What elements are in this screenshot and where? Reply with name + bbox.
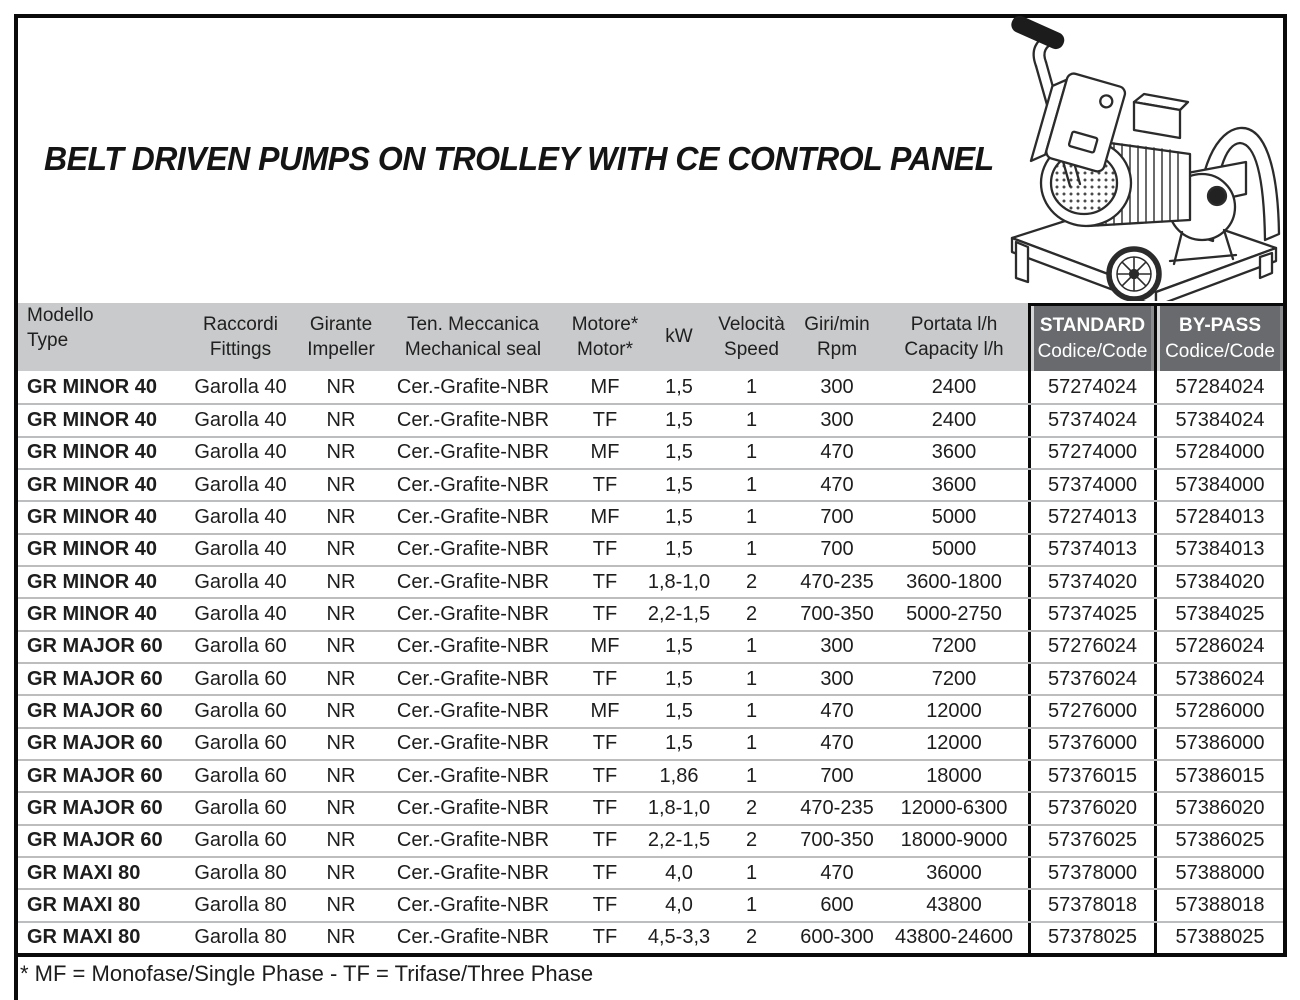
cell-motor: TF (592, 538, 618, 561)
cell-rpm: 470 (820, 441, 854, 464)
cell-standard-code: 57274013 (1028, 502, 1154, 532)
cell-rpm: 470 (820, 699, 854, 722)
cell-seal: Cer.-Grafite-NBR (396, 699, 550, 722)
table-header-row (18, 303, 1283, 371)
cell-motor: TF (592, 473, 618, 496)
cell-kw: 1,5 (665, 667, 693, 690)
cell-kw: 1,5 (665, 441, 693, 464)
cell-bypass-code: 57386000 (1154, 729, 1283, 759)
cell-kw: 1,5 (665, 505, 693, 528)
cell-bypass-code: 57386020 (1154, 793, 1283, 823)
table-row (18, 371, 1283, 403)
cell-seal: Cer.-Grafite-NBR (396, 570, 550, 593)
cell-capacity: 7200 (931, 635, 977, 658)
cell-motor: TF (592, 829, 618, 852)
cell-kw: 1,5 (665, 473, 693, 496)
cell-model: GR MINOR 40 (27, 441, 158, 464)
table-row (18, 468, 1283, 500)
cell-standard-code: 57374024 (1028, 405, 1154, 435)
cell-kw: 1,5 (665, 538, 693, 561)
pump-trolley-illustration (984, 16, 1284, 301)
cell-kw: 1,5 (665, 699, 693, 722)
cell-seal: Cer.-Grafite-NBR (396, 893, 550, 916)
trolley-leg (1260, 253, 1272, 278)
cell-model: GR MAXI 80 (27, 893, 141, 916)
table-body (18, 371, 1283, 953)
cell-bypass-code: 57284024 (1154, 371, 1283, 403)
cell-rpm: 470 (820, 473, 854, 496)
cell-rpm: 470 (820, 861, 854, 884)
pump-inlet (1208, 187, 1226, 205)
cell-motor: TF (592, 893, 618, 916)
cell-fittings: Garolla 80 (194, 861, 287, 884)
cell-capacity: 18000-9000 (900, 829, 1008, 852)
table-row (18, 694, 1283, 726)
pump-specs-table (18, 303, 1287, 957)
cell-model: GR MINOR 40 (27, 602, 158, 625)
cell-standard-code: 57376000 (1028, 729, 1154, 759)
cell-fittings: Garolla 60 (194, 829, 287, 852)
page-title: BELT DRIVEN PUMPS ON TROLLEY WITH CE CONTROL PANEL (44, 140, 994, 177)
cell-model: GR MAJOR 60 (27, 764, 163, 787)
cell-bypass-code: 57384013 (1154, 535, 1283, 565)
cell-standard-code: 57378000 (1028, 858, 1154, 888)
cell-motor: MF (590, 635, 620, 658)
cell-capacity: 43800 (926, 893, 982, 916)
cell-capacity: 12000 (926, 699, 982, 722)
cell-standard-code: 57374020 (1028, 567, 1154, 597)
table-row (18, 759, 1283, 791)
cell-model: GR MAJOR 60 (27, 829, 163, 852)
cell-standard-code: 57274024 (1028, 371, 1154, 403)
cell-standard-code: 57376025 (1028, 826, 1154, 856)
cell-speed: 1 (745, 441, 758, 464)
cell-standard-code: 57276024 (1028, 632, 1154, 662)
header-fittings: Raccordi Fittings (203, 313, 278, 360)
cell-standard-code: 57378018 (1028, 890, 1154, 920)
cell-impeller: NR (326, 375, 356, 398)
cell-motor: TF (592, 408, 618, 431)
cell-speed: 1 (745, 538, 758, 561)
cell-motor: TF (592, 732, 618, 755)
cell-capacity: 18000 (926, 764, 982, 787)
table-row (18, 791, 1283, 823)
cell-seal: Cer.-Grafite-NBR (396, 667, 550, 690)
cell-bypass-code: 57384025 (1154, 599, 1283, 629)
cell-model: GR MINOR 40 (27, 570, 158, 593)
cell-model: GR MAJOR 60 (27, 699, 163, 722)
cell-speed: 1 (745, 699, 758, 722)
cell-kw: 1,5 (665, 375, 693, 398)
table-row (18, 921, 1283, 953)
cell-impeller: NR (326, 893, 356, 916)
cell-motor: TF (592, 602, 618, 625)
cell-fittings: Garolla 40 (194, 602, 287, 625)
cell-kw: 4,0 (665, 861, 693, 884)
cell-seal: Cer.-Grafite-NBR (396, 408, 550, 431)
cell-impeller: NR (326, 570, 356, 593)
cell-seal: Cer.-Grafite-NBR (396, 829, 550, 852)
cell-standard-code: 57374000 (1028, 470, 1154, 500)
cell-capacity: 12000 (926, 732, 982, 755)
cell-bypass-code: 57386015 (1154, 761, 1283, 791)
cell-kw: 4,0 (665, 893, 693, 916)
table-row (18, 662, 1283, 694)
cell-fittings: Garolla 60 (194, 635, 287, 658)
table-row (18, 888, 1283, 920)
cell-model: GR MINOR 40 (27, 473, 158, 496)
cell-model: GR MAJOR 60 (27, 635, 163, 658)
cell-speed: 2 (745, 926, 758, 949)
cell-capacity: 5000-2750 (906, 602, 1002, 625)
cell-capacity: 3600 (931, 473, 977, 496)
cell-speed: 1 (745, 667, 758, 690)
cell-model: GR MAJOR 60 (27, 732, 163, 755)
cell-capacity: 5000 (931, 505, 977, 528)
cell-fittings: Garolla 60 (194, 796, 287, 819)
header-kw: kW (665, 326, 693, 348)
cell-model: GR MAXI 80 (27, 861, 141, 884)
table-row (18, 856, 1283, 888)
cell-fittings: Garolla 40 (194, 473, 287, 496)
cell-fittings: Garolla 40 (194, 441, 287, 464)
cell-fittings: Garolla 60 (194, 732, 287, 755)
table-row (18, 565, 1283, 597)
cell-rpm: 700 (820, 538, 854, 561)
cell-bypass-code: 57384024 (1154, 405, 1283, 435)
cell-kw: 4,5-3,3 (647, 926, 711, 949)
cell-fittings: Garolla 40 (194, 570, 287, 593)
cell-bypass-code: 57284000 (1154, 438, 1283, 468)
cell-fittings: Garolla 40 (194, 505, 287, 528)
cell-rpm: 300 (820, 375, 854, 398)
cell-fittings: Garolla 60 (194, 764, 287, 787)
cell-speed: 2 (745, 829, 758, 852)
cell-capacity: 2400 (931, 375, 977, 398)
cell-motor: MF (590, 505, 620, 528)
cell-bypass-code: 57384020 (1154, 567, 1283, 597)
cell-seal: Cer.-Grafite-NBR (396, 375, 550, 398)
table-row (18, 597, 1283, 629)
cell-motor: MF (590, 441, 620, 464)
cell-kw: 1,8-1,0 (647, 570, 711, 593)
cell-seal: Cer.-Grafite-NBR (396, 441, 550, 464)
cell-bypass-code: 57386024 (1154, 664, 1283, 694)
trolley-leg (1016, 242, 1028, 282)
cell-fittings: Garolla 60 (194, 667, 287, 690)
cell-model: GR MINOR 40 (27, 408, 158, 431)
cell-fittings: Garolla 40 (194, 538, 287, 561)
cell-bypass-code: 57286000 (1154, 696, 1283, 726)
cell-motor: TF (592, 570, 618, 593)
cell-bypass-code: 57384000 (1154, 470, 1283, 500)
cell-rpm: 700-350 (800, 829, 874, 852)
cell-capacity: 12000-6300 (900, 796, 1008, 819)
table-row (18, 500, 1283, 532)
cell-standard-code: 57376015 (1028, 761, 1154, 791)
cell-rpm: 700 (820, 764, 854, 787)
cell-kw: 1,86 (659, 764, 699, 787)
table-row (18, 403, 1283, 435)
cell-capacity: 3600 (931, 441, 977, 464)
cell-rpm: 300 (820, 667, 854, 690)
cell-kw: 2,2-1,5 (647, 602, 711, 625)
cell-impeller: NR (326, 829, 356, 852)
cell-capacity: 7200 (931, 667, 977, 690)
cell-rpm: 600 (820, 893, 854, 916)
cell-seal: Cer.-Grafite-NBR (396, 732, 550, 755)
cell-rpm: 600-300 (800, 926, 874, 949)
table-row (18, 436, 1283, 468)
cell-impeller: NR (326, 796, 356, 819)
cell-speed: 1 (745, 505, 758, 528)
cell-speed: 2 (745, 570, 758, 593)
cell-motor: MF (590, 375, 620, 398)
cell-seal: Cer.-Grafite-NBR (396, 764, 550, 787)
cell-rpm: 700 (820, 505, 854, 528)
cell-impeller: NR (326, 602, 356, 625)
cell-rpm: 470-235 (800, 570, 874, 593)
cell-kw: 1,8-1,0 (647, 796, 711, 819)
cell-impeller: NR (326, 861, 356, 884)
cell-bypass-code: 57388025 (1154, 923, 1283, 953)
table-row (18, 727, 1283, 759)
cell-impeller: NR (326, 732, 356, 755)
cell-standard-code: 57376024 (1028, 664, 1154, 694)
cell-impeller: NR (326, 667, 356, 690)
cell-standard-code: 57374025 (1028, 599, 1154, 629)
cell-fittings: Garolla 80 (194, 893, 287, 916)
table-row (18, 533, 1283, 565)
cell-capacity: 43800-24600 (895, 926, 1013, 949)
header-seal: Ten. Meccanica Mechanical seal (404, 313, 542, 360)
header-impeller: Girante Impeller (307, 313, 375, 360)
header-standard-code: STANDARD Codice/Code (1028, 303, 1154, 371)
cell-motor: TF (592, 796, 618, 819)
cell-speed: 1 (745, 635, 758, 658)
cell-capacity: 5000 (931, 538, 977, 561)
cell-model: GR MAXI 80 (27, 926, 141, 949)
cell-capacity: 2400 (931, 408, 977, 431)
cell-model: GR MINOR 40 (27, 538, 158, 561)
cell-seal: Cer.-Grafite-NBR (396, 635, 550, 658)
cell-seal: Cer.-Grafite-NBR (396, 473, 550, 496)
cell-impeller: NR (326, 635, 356, 658)
header-speed: Velocità Speed (718, 313, 785, 360)
cell-speed: 1 (745, 473, 758, 496)
cell-seal: Cer.-Grafite-NBR (396, 861, 550, 884)
cell-fittings: Garolla 40 (194, 408, 287, 431)
cell-model: GR MAJOR 60 (27, 667, 163, 690)
cell-speed: 1 (745, 764, 758, 787)
cell-seal: Cer.-Grafite-NBR (396, 505, 550, 528)
cell-rpm: 470-235 (800, 796, 874, 819)
cell-bypass-code: 57284013 (1154, 502, 1283, 532)
cell-model: GR MINOR 40 (27, 505, 158, 528)
cell-speed: 1 (745, 375, 758, 398)
cell-standard-code: 57276000 (1028, 696, 1154, 726)
cell-rpm: 300 (820, 635, 854, 658)
cell-kw: 1,5 (665, 635, 693, 658)
cell-speed: 1 (745, 732, 758, 755)
cell-speed: 2 (745, 602, 758, 625)
cell-model: GR MINOR 40 (27, 375, 158, 398)
cell-bypass-code: 57388018 (1154, 890, 1283, 920)
header-bypass-code: BY-PASS Codice/Code (1154, 303, 1283, 371)
cell-motor: TF (592, 764, 618, 787)
cell-fittings: Garolla 40 (194, 375, 287, 398)
cell-motor: MF (590, 699, 620, 722)
cell-impeller: NR (326, 699, 356, 722)
cell-seal: Cer.-Grafite-NBR (396, 926, 550, 949)
cell-standard-code: 57274000 (1028, 438, 1154, 468)
cell-standard-code: 57376020 (1028, 793, 1154, 823)
cell-kw: 1,5 (665, 732, 693, 755)
cell-fittings: Garolla 60 (194, 699, 287, 722)
header-rpm: Giri/min Rpm (804, 313, 870, 360)
cell-standard-code: 57378025 (1028, 923, 1154, 953)
cell-impeller: NR (326, 441, 356, 464)
cell-impeller: NR (326, 505, 356, 528)
cell-speed: 1 (745, 408, 758, 431)
header-motor: Motore* Motor* (571, 313, 639, 360)
cell-bypass-code: 57388000 (1154, 858, 1283, 888)
cell-seal: Cer.-Grafite-NBR (396, 538, 550, 561)
cell-capacity: 36000 (926, 861, 982, 884)
cell-capacity: 3600-1800 (906, 570, 1002, 593)
cell-impeller: NR (326, 764, 356, 787)
cell-motor: TF (592, 861, 618, 884)
cell-bypass-code: 57386025 (1154, 826, 1283, 856)
cell-bypass-code: 57286024 (1154, 632, 1283, 662)
table-row (18, 630, 1283, 662)
header-model: Modello Type (27, 305, 94, 352)
cell-motor: TF (592, 926, 618, 949)
cell-impeller: NR (326, 538, 356, 561)
cell-kw: 2,2-1,5 (647, 829, 711, 852)
cell-rpm: 700-350 (800, 602, 874, 625)
cell-impeller: NR (326, 926, 356, 949)
cell-rpm: 470 (820, 732, 854, 755)
table-row (18, 824, 1283, 856)
cell-motor: TF (592, 667, 618, 690)
cell-kw: 1,5 (665, 408, 693, 431)
cell-model: GR MAJOR 60 (27, 796, 163, 819)
cell-standard-code: 57374013 (1028, 535, 1154, 565)
cell-rpm: 300 (820, 408, 854, 431)
cell-seal: Cer.-Grafite-NBR (396, 796, 550, 819)
cell-speed: 2 (745, 796, 758, 819)
handle-grip (1009, 16, 1067, 52)
cell-impeller: NR (326, 408, 356, 431)
header-capacity: Portata l/h Capacity l/h (904, 313, 1004, 360)
cell-speed: 1 (745, 893, 758, 916)
cell-seal: Cer.-Grafite-NBR (396, 602, 550, 625)
motor-legend-footnote: * MF = Monofase/Single Phase - TF = Trifase/Three Phase (20, 961, 594, 986)
cell-fittings: Garolla 80 (194, 926, 287, 949)
cell-impeller: NR (326, 473, 356, 496)
cell-speed: 1 (745, 861, 758, 884)
